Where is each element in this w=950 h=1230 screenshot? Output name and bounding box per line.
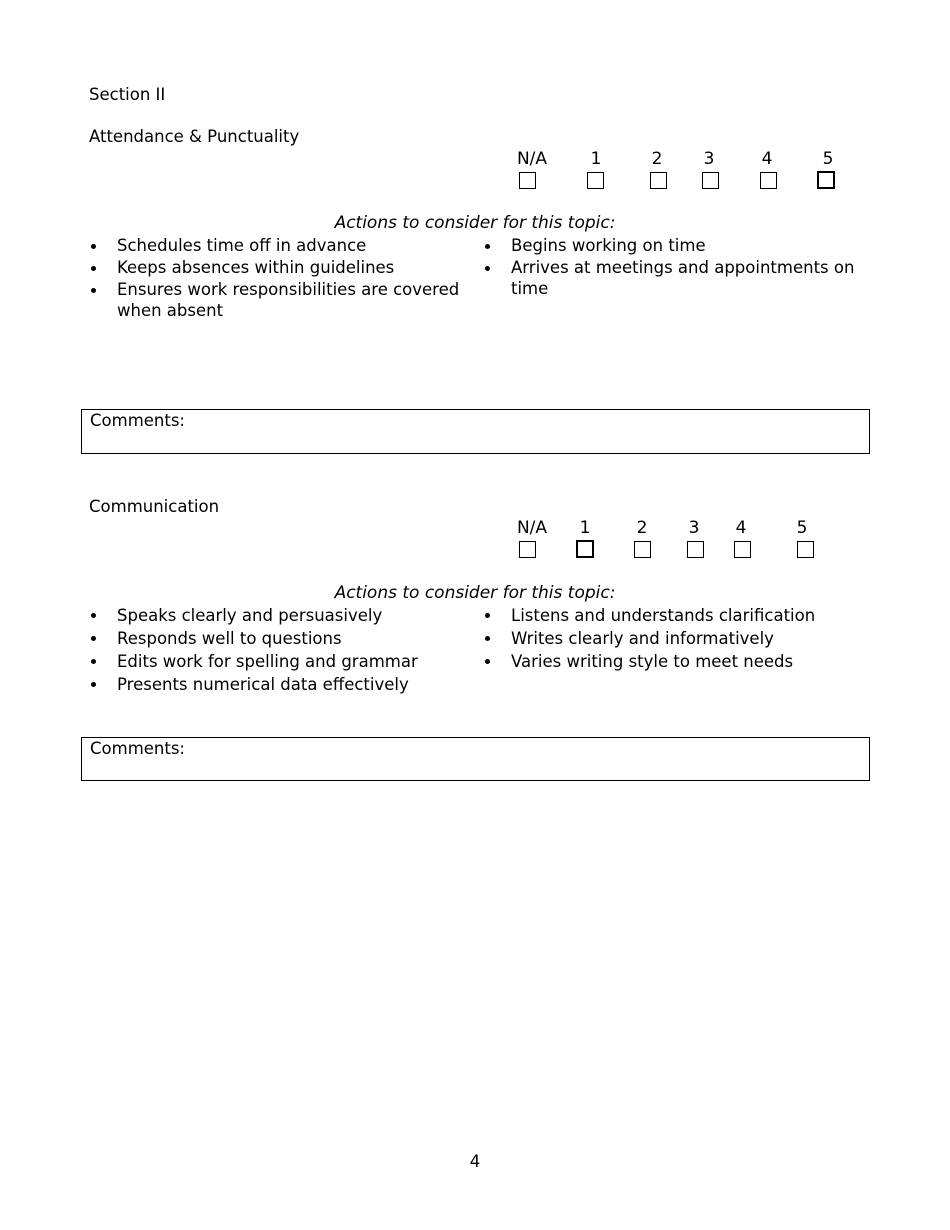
- comments-label: Comments:: [90, 411, 185, 430]
- rating-label-1: 1: [579, 518, 591, 538]
- actions-title-communication: Actions to consider for this topic:: [334, 583, 616, 603]
- rating-label-5: 5: [822, 149, 834, 169]
- rating-label-1: 1: [590, 149, 602, 169]
- checkbox-5[interactable]: [797, 541, 814, 558]
- list-item: [89, 279, 469, 321]
- action-list-right-attendance: [483, 235, 855, 299]
- checkbox-4[interactable]: [760, 172, 777, 189]
- topic-title-attendance: Attendance & Punctuality: [89, 127, 300, 146]
- rating-label-2: 2: [636, 518, 648, 538]
- checkbox-1[interactable]: [587, 172, 604, 189]
- comments-label: Comments:: [90, 739, 185, 758]
- checkbox-3[interactable]: [702, 172, 719, 189]
- section-title: Section II: [89, 85, 166, 104]
- comments-box-communication[interactable]: [81, 737, 870, 781]
- list-item: Responds well to questions: [89, 627, 469, 650]
- comments-box-attendance[interactable]: [81, 409, 870, 454]
- list-item: Begins working on time: [483, 235, 855, 257]
- page-number: 4: [469, 1152, 481, 1171]
- checkbox-na[interactable]: [519, 172, 536, 189]
- rating-label-3: 3: [688, 518, 700, 538]
- list-item: Listens and understands clarification: [483, 604, 855, 627]
- topic-title-communication: Communication: [89, 497, 220, 516]
- checkbox-1[interactable]: [576, 540, 594, 558]
- checkbox-3[interactable]: [687, 541, 704, 558]
- rating-label-2: 2: [651, 149, 663, 169]
- action-list-right-communication: [483, 604, 855, 673]
- list-item-text: Arrives at meetings and appointments on time: [511, 258, 855, 298]
- list-item: Writes clearly and informatively: [483, 627, 855, 650]
- list-item: Presents numerical data effectively: [89, 673, 469, 696]
- checkbox-2[interactable]: [650, 172, 667, 189]
- list-item: Schedules time off in advance: [89, 235, 469, 257]
- list-item: [483, 257, 855, 299]
- list-item: Varies writing style to meet needs: [483, 650, 855, 673]
- rating-label-4: 4: [735, 518, 747, 538]
- action-list-left-attendance: [89, 235, 469, 321]
- checkbox-2[interactable]: [634, 541, 651, 558]
- list-item-text: Ensures work responsibilities are covered when absent: [117, 280, 460, 320]
- rating-label-4: 4: [761, 149, 773, 169]
- rating-label-na: N/A: [516, 149, 548, 169]
- rating-label-3: 3: [703, 149, 715, 169]
- checkbox-4[interactable]: [734, 541, 751, 558]
- checkbox-5[interactable]: [817, 171, 835, 189]
- list-item: Speaks clearly and persuasively: [89, 604, 469, 627]
- actions-title-attendance: Actions to consider for this topic:: [334, 213, 616, 233]
- checkbox-na[interactable]: [519, 541, 536, 558]
- list-item: Keeps absences within guidelines: [89, 257, 469, 279]
- rating-label-na: N/A: [516, 518, 548, 538]
- action-list-left-communication: [89, 604, 469, 696]
- rating-label-5: 5: [796, 518, 808, 538]
- list-item: Edits work for spelling and grammar: [89, 650, 469, 673]
